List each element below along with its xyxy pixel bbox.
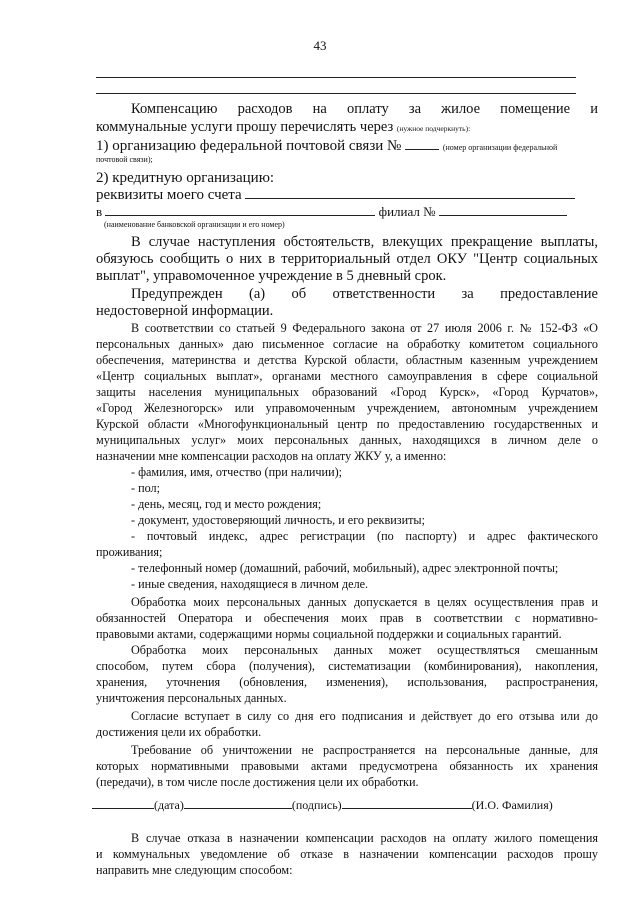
consent-line-6: «Город Железногорск» или управомоченным учреждением, автономным учреждением	[96, 401, 598, 415]
destruction-line-3: (передачи), в том числе после достижения цели их обработки.	[96, 775, 419, 789]
list-item: - день, месяц, год и место рождения;	[131, 497, 322, 511]
notice-line-2: обязуюсь сообщить о них в территориальный отдел ОКУ "Центр социальных	[96, 251, 598, 267]
branch-number-field[interactable]	[439, 203, 567, 216]
top-rule-2	[96, 93, 576, 94]
notice-line-3: выплат", управомоченное учреждение в 5 дневный срок.	[96, 268, 447, 284]
branch-label: филиал №	[378, 204, 436, 219]
account-row	[96, 186, 575, 204]
validity-line-2: достижения цели их обработки.	[96, 725, 262, 739]
header-line-1: Компенсацию расходов на оплату за жилое помещение и	[131, 101, 598, 117]
option-bank: 2) кредитную организацию:	[96, 170, 275, 186]
destruction-line-2: которых нормативными правовыми актами предусмотрена обязанность их хранения	[96, 759, 598, 773]
option-post-hint-cont: почтовой связи);	[96, 155, 153, 164]
bank-row	[96, 203, 567, 220]
header-line-2-text: коммунальные услуги прошу перечислять через	[96, 119, 394, 135]
list-item-cont: проживания;	[96, 545, 163, 559]
list-item: - документ, удостоверяющий личность, и его реквизиты;	[131, 513, 425, 527]
bank-hint: (наименование банковской организации и его номер)	[104, 220, 285, 229]
warned-line-2: недостоверной информации.	[96, 303, 274, 319]
consent-line-4: «Центр социальных выплат», органами местного самоуправления в сфере социальной	[96, 369, 598, 383]
consent-line-5: защиты населения муниципальных образований «Город Курск», «Город Курчатов»,	[96, 385, 598, 399]
validity-line-1: Согласие вступает в силу со дня его подписания и действует до его отзыва или до	[131, 709, 598, 723]
consent-line-8: муниципальных услуг» моих персональных данных, находящихся в личном деле о	[96, 433, 598, 447]
refusal-line-3: направить мне следующим способом:	[96, 863, 293, 877]
account-field[interactable]	[245, 186, 575, 199]
list-item: - фамилия, имя, отчество (при наличии);	[131, 465, 343, 479]
processing-line-1: Обработка моих персональных данных допускается в целях осуществления прав и	[131, 595, 598, 609]
refusal-line-1: В случае отказа в назначении компенсации расходов на оплату жилого помещения	[131, 831, 598, 845]
post-number-field[interactable]	[405, 137, 439, 150]
consent-line-3: обеспечения, материнства и детства Курской области, областным казенным учреждением	[96, 353, 598, 367]
consent-line-9: назначении мне компенсации расходов на оплату ЖКУ у, а именно:	[96, 449, 447, 463]
methods-line-4: уничтожения персональных данных.	[96, 691, 287, 705]
name-field[interactable]	[342, 797, 472, 809]
list-item: - иные сведения, находящиеся в личном деле.	[131, 577, 369, 591]
option-post-label: 1) организацию федеральной почтовой связи №	[96, 138, 402, 154]
processing-line-3: правовыми актами, содержащими нормы социальной поддержки и социальных гарантий.	[96, 627, 562, 641]
list-item: - пол;	[131, 481, 161, 495]
signature-row	[92, 797, 553, 813]
signature-label: (подпись)	[291, 798, 342, 812]
list-item: - телефонный номер (домашний, рабочий, мобильный), адрес электронной почты;	[131, 561, 559, 575]
underline-hint: (нужное подчеркнуть):	[396, 124, 471, 133]
signature-field[interactable]	[184, 797, 292, 809]
consent-line-1: В соответствии со статьей 9 Федерального закона от 27 июля 2006 г. № 152-ФЗ «О	[131, 321, 598, 335]
methods-line-1: Обработка моих персональных данных может осуществляться смешанным	[131, 643, 598, 657]
top-rule-1	[96, 77, 576, 78]
account-label: реквизиты моего счета	[96, 187, 242, 203]
header-line-2	[96, 119, 470, 137]
consent-line-2: персональных данных» даю письменное согласие на обработку комитетом социального	[96, 337, 598, 351]
list-item: - почтовый индекс, адрес регистрации (по паспорту) и адрес фактического	[131, 529, 598, 543]
post-number-hint: (номер организации федеральной	[442, 143, 558, 152]
consent-line-7: Курской области «Многофункциональный центр по предоставлению государственных и	[96, 417, 598, 431]
notice-line-1: В случае наступления обстоятельств, влекущих прекращение выплаты,	[131, 234, 598, 250]
page-number: 43	[313, 38, 327, 53]
name-label: (И.О. Фамилия)	[471, 798, 553, 812]
methods-line-2: способом, путем сбора (получения), систематизации (комбинирования), накопления,	[96, 659, 598, 673]
processing-line-2: обязанностей Оператора и обеспечения моих прав в соответствии с нормативно-	[96, 611, 598, 625]
date-label: (дата)	[154, 798, 184, 812]
methods-line-3: хранения, уточнения (обновления, изменения), использования, распространения,	[96, 675, 598, 689]
refusal-line-2: и коммунальных уведомление об отказе в назначении компенсации расходов прошу	[96, 847, 598, 861]
date-field[interactable]	[92, 797, 154, 809]
option-post	[96, 137, 557, 157]
destruction-line-1: Требование об уничтожении не распространяется на персональные данные, для	[131, 743, 598, 757]
bank-name-field[interactable]	[105, 203, 375, 216]
warned-line-1: Предупрежден (а) об ответственности за предоставление	[131, 286, 598, 302]
in-label: в	[96, 204, 103, 219]
